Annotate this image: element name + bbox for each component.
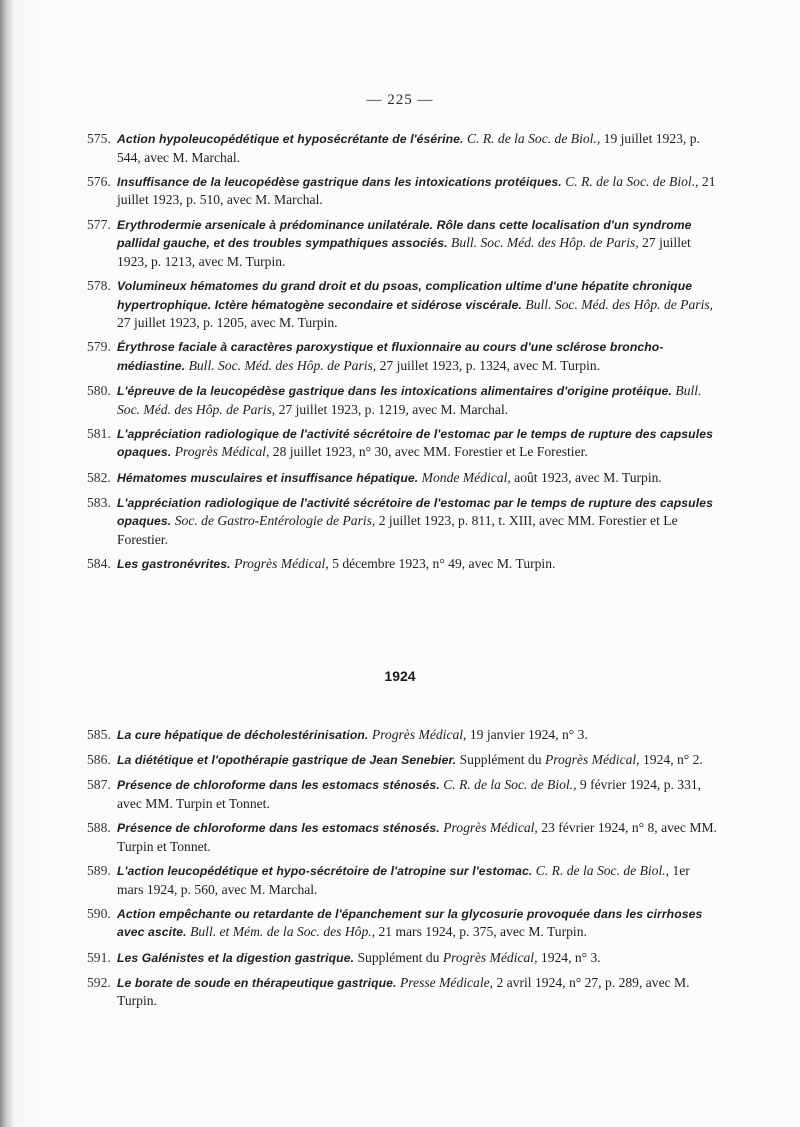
entry-575 [87,130,717,166]
entry-source: C. R. de la Soc. de Biol., [443,777,577,793]
entry-source-prefix: Supplément du [459,752,545,768]
entry-title: Érythrose faciale à caractères paroxystique et fluxionnaire au cours d'une sclérose broncho-médiastine. [117,340,664,373]
entry-591 [87,949,717,968]
entry-title: Insuffisance de la leucopédèse gastrique dans les intoxications protéiques. [117,174,562,189]
entry-details: 27 juillet 1923, p. 1213, avec M. Turpin. [117,235,691,269]
entry-592 [87,974,717,1010]
entry-586 [87,751,717,770]
entry-number: 584. [87,556,111,572]
entry-number: 580. [87,383,111,399]
entry-details: 9 février 1924, p. 331, avec MM. Turpin et Tonnet. [117,777,702,811]
entry-details: 21 mars 1924, p. 375, avec M. Turpin. [378,924,587,940]
entry-details: 19 juillet 1923, p. 544, avec M. Marchal. [117,131,700,165]
entry-title: Volumineux hématomes du grand droit et du psoas, complication ultime d'une hépatite chronique hypertrophique. Ictère hématogène secondaire et sidérose viscérale. [117,278,693,312]
entry-title: La diététique et l'opothérapie gastrique de Jean Senebier. [117,753,457,768]
page-number: — 225 — [366,92,434,108]
entry-584 [87,555,717,574]
entry-details: 1924, n° 2. [643,752,703,768]
entry-source: Progrès Médical, [371,727,467,742]
entry-number: 592. [87,974,111,990]
entry-title: La cure hépatique de décholestérinisation. [117,728,369,742]
entry-details: 1er mars 1924, p. 560, avec M. Marchal. [117,862,690,897]
entry-details: 2 juillet 1923, p. 811, t. XIII, avec MM. Forestier et Le Forestier. [117,513,678,548]
entry-number: 578. [87,277,111,293]
entry-source: Progrès Médical, [174,444,270,460]
entry-source: Bull. Soc. Méd. des Hôp. de Paris, [451,235,639,251]
entry-title: Les Galénistes et la digestion gastrique. [117,950,355,965]
entry-583 [87,494,717,549]
entry-source: Progrès Médical, [443,820,538,836]
entry-details: 1924, n° 3. [540,949,601,965]
entry-source: Bull. Soc. Méd. des Hôp. de Paris, [188,357,377,373]
entry-number: 585. [87,727,111,742]
entry-title: L'appréciation radiologique de l'activité sécrétoire de l'estomac par le temps de rupture des capsules opaques. [117,495,713,529]
entry-title: Action empêchante ou retardante de l'épanchement sur la glycosurie provoquée dans les cirrhoses avec ascite. [117,906,703,940]
entry-details: 27 juillet 1923, p. 1205, avec M. Turpin. [117,315,338,331]
entry-589 [87,862,717,898]
entry-577 [87,216,717,271]
entry-source: Progrès Médical, [234,556,329,572]
entry-title: L'appréciation radiologique de l'activité sécrétoire de l'estomac par le temps de rupture des capsules opaques. [117,426,713,460]
entry-578 [87,277,717,332]
entry-source: C. R. de la Soc. de Biol., [565,173,699,189]
entry-number: 582. [87,469,111,485]
entry-title: L'action leucopédétique et hypo-sécrétoire de l'atropine sur l'estomac. [117,863,533,878]
entry-title: Erythrodermie arsenicale à prédominance unilatérale. Rôle dans cette localisation d'un syndrome pallidal gauche, et des troubles sympathiques associés. [117,217,692,251]
entry-details: août 1923, avec M. Turpin. [514,469,662,485]
entry-580 [87,382,717,418]
bibliography-1923 [87,130,717,580]
entry-source: Progrès Médical, [544,752,640,768]
entry-title: Action hypoleucopédétique et hyposécrétante de l'ésérine. [117,132,464,146]
entry-number: 587. [87,777,111,793]
entry-588 [87,819,717,855]
entry-source: Bull. Soc. Méd. des Hôp. de Paris, [525,296,714,312]
entry-title: Les gastronévrites. [117,557,231,572]
entry-title: Le borate de soude en thérapeutique gastrique. [117,975,397,990]
entry-title: Présence de chloroforme dans les estomacs sténosés. [117,778,440,793]
entry-585 [87,726,717,745]
entry-title: Hématomes musculaires et insuffisance hépatique. [117,470,419,485]
entry-581 [87,425,717,462]
entry-details: 28 juillet 1923, n° 30, avec MM. Forestier et Le Forestier. [272,444,588,460]
year-heading: 1924 [384,668,416,684]
entry-details: 23 février 1924, n° 8, avec MM. Turpin et Tonnet. [117,820,717,854]
entry-number: 575. [87,131,111,146]
entry-number: 590. [87,905,111,921]
entry-details: 21 juillet 1923, p. 510, avec M. Marchal. [117,173,716,208]
entry-source: C. R. de la Soc. de Biol., [535,862,670,878]
entry-number: 591. [87,949,111,965]
entry-details: 5 décembre 1923, n° 49, avec M. Turpin. [332,556,556,572]
bibliography-1924 [87,726,717,1016]
entry-details: 2 avril 1924, n° 27, p. 289, avec M. Turpin. [117,974,690,1009]
entry-number: 579. [87,339,111,355]
entry-number: 588. [87,820,111,836]
entry-number: 581. [87,425,111,441]
entry-number: 589. [87,862,111,878]
entry-title: L'épreuve de la leucopédèse gastrique dans les intoxications alimentaires d'origine protéique. [117,384,672,399]
entry-source: Bull. et Mém. de la Soc. des Hôp., [190,924,376,940]
entry-source-prefix: Supplément du [357,949,443,965]
entry-576 [87,173,717,209]
entry-source: Presse Médicale, [399,974,494,990]
entry-number: 577. [87,216,111,232]
entry-number: 583. [87,494,111,510]
entry-582 [87,469,717,488]
entry-source: Monde Médical, [421,469,511,485]
entry-590 [87,905,717,942]
entry-details: 27 juillet 1923, p. 1219, avec M. Marchal. [278,401,509,417]
entry-source: Progrès Médical, [442,949,538,965]
entry-source: C. R. de la Soc. de Biol., [466,131,601,146]
entry-source: Soc. de Gastro-Entérologie de Paris, [174,513,376,529]
entry-587 [87,776,717,812]
entry-source: Bull. Soc. Méd. des Hôp. de Paris, [117,383,702,417]
entry-details: 19 janvier 1924, n° 3. [469,727,588,742]
entry-number: 586. [87,752,111,768]
entry-579 [87,338,717,375]
entry-title: Présence de chloroforme dans les estomacs sténosés. [117,821,440,836]
entry-number: 576. [87,173,111,189]
entry-details: 27 juillet 1923, p. 1324, avec M. Turpin. [379,357,601,373]
